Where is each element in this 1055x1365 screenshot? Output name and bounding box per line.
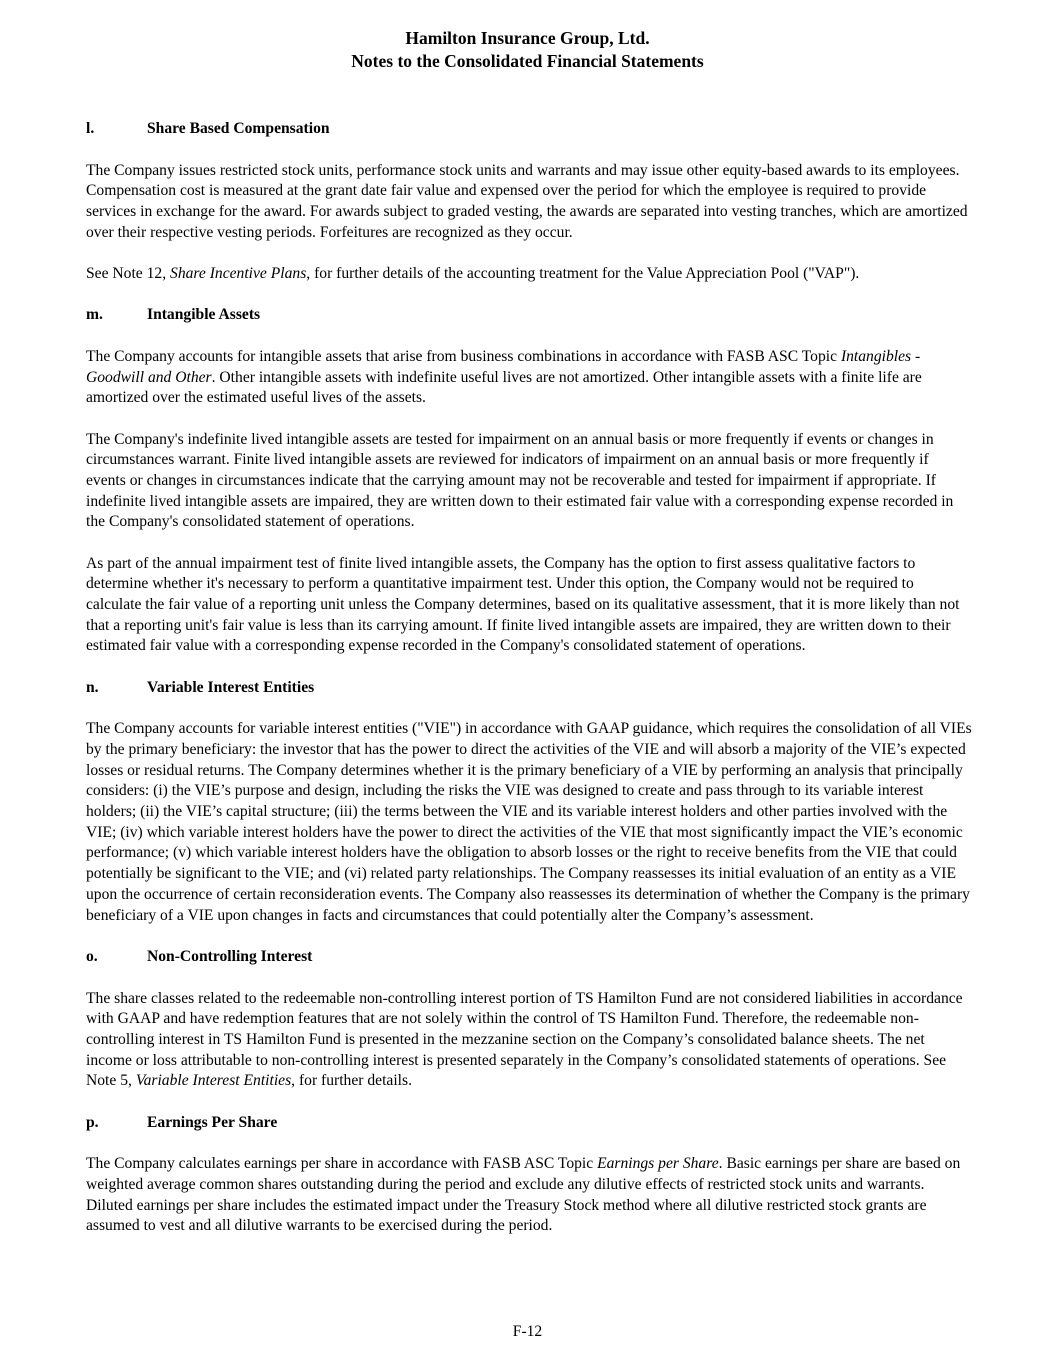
paragraph-text: . Basic earnings per share are based on weighted average common shares outstanding during the period and exclude any dilutive effects of restricted stock units and warrants. Diluted earnings per share includes the estimated impact under the Treasury Stock method where all dilutive restricted stock grants are assumed to vest and all dilutive warrants to be exercised during the period. [86,1155,961,1235]
paragraph-text: , for further details of the accounting treatment for the Value Appreciation Pool ("VAP"). [306,265,860,283]
section-heading [86,1113,972,1134]
page-number: F-12 [512,1323,543,1340]
note-section [86,119,972,285]
italic-reference: Variable Interest Entities [135,1072,292,1090]
section-title: Non-Controlling Interest [147,947,313,965]
paragraph-text: The Company calculates earnings per share in accordance with FASB ASC Topic [86,1155,598,1173]
document-subtitle: Notes to the Consolidated Financial Statements [351,51,704,71]
italic-reference: Share Incentive Plans [170,265,307,283]
note-section [86,305,972,657]
note-section [86,1113,972,1238]
notes-body [86,119,972,1258]
paragraph-text: The share classes related to the redeemable non-controlling interest portion of TS Hamilton Fund are not considered liabilities in accordance with GAAP and have redemption features that are not solely within the control of TS Hamilton Fund. Therefore, the redeemable non-controlling interest in TS Hamilton Fund is presented in the mezzanine section on the Company’s consolidated balance sheets. The net income or loss attributable to non-controlling interest is presented separately in the Company’s consolidated statements of operations. See Note 5, [86,989,963,1090]
section-letter: p. [86,1113,99,1131]
section-paragraph [86,554,972,658]
section-heading [86,119,972,140]
section-paragraph [86,264,972,285]
section-heading [86,947,972,968]
section-paragraph [86,989,972,1093]
section-paragraph [86,1154,972,1237]
section-title: Share Based Compensation [147,120,330,137]
paragraph-text: , for further details. [291,1072,412,1090]
paragraph-text: As part of the annual impairment test of finite lived intangible assets, the Company has the option to first assess qualitative factors to determine whether it's necessary to perform a quantitative impairment test. Under this option, the Company would not be required to calculate the fair value of a reporting unit unless the Company determines, based on its qualitative assessment, that it is more likely than not that a reporting unit's fair value is less than its carrying amount. If finite lived intangible assets are impaired, they are written down to their estimated fair value with a corresponding expense recorded in the Company's consolidated statement of operations. [86,554,960,655]
section-paragraph [86,430,972,534]
section-title: Intangible Assets [147,306,261,324]
italic-reference: Earnings per Share [597,1155,719,1173]
section-letter: m. [86,306,103,324]
note-section [86,947,972,1092]
section-title: Variable Interest Entities [147,678,315,696]
paragraph-text: The Company accounts for variable interest entities ("VIE") in accordance with GAAP guidance, which requires the consolidation of all VIEs by the primary beneficiary: the investor that has the power to direct the activities of the VIE and will absorb a majority of the VIE’s expected losses or residual returns. The Company determines whether it is the primary beneficiary of a VIE by performing an analysis that principally considers: (i) the VIE’s purpose and design, including the risks the VIE was designed to create and pass through to its variable interest holders; (ii) the VIE’s capital structure; (iii) the terms between the VIE and its variable interest holders and other parties involved with the VIE; (iv) which variable interest holders have the power to direct the activities of the VIE that most significantly impact the VIE’s economic performance; (v) which variable interest holders have the obligation to absorb losses or the right to receive benefits from the VIE that could potentially be significant to the VIE; and (vi) related party relationships. The Company reassesses its initial evaluation of an entity as a VIE upon the occurrence of certain reconsideration events. The Company also reassesses its determination of whether the Company is the primary beneficiary of a VIE upon changes in facts and circumstances that could potentially alter the Company’s assessment. [86,720,972,924]
paragraph-text: The Company accounts for intangible assets that arise from business combinations in accordance with FASB ASC Topic [86,347,841,365]
section-letter: l. [86,120,95,137]
section-letter: n. [86,678,99,696]
paragraph-text: The Company's indefinite lived intangible assets are tested for impairment on an annual basis or more frequently if events or changes in circumstances warrant. Finite lived intangible assets are reviewed for indicators of impairment on an annual basis or more frequently if events or changes in circumstances indicate that the carrying amount may not be recoverable and tested for impairment if appropriate. If indefinite lived intangible assets are impaired, they are written down to their estimated fair value with a corresponding expense recorded in the Company's consolidated statement of operations. [86,430,954,531]
section-heading [86,678,972,699]
section-heading [86,305,972,326]
note-section [86,678,972,927]
paragraph-text: See Note 12, [86,265,171,283]
section-letter: o. [86,947,98,965]
section-title: Earnings Per Share [147,1113,278,1131]
paragraph-text: . Other intangible assets with indefinite useful lives are not amortized. Other intangible assets with a finite life are amortized over the estimated useful lives of the assets. [86,368,922,407]
section-paragraph [86,161,972,244]
section-paragraph [86,347,972,409]
company-name: Hamilton Insurance Group, Ltd. [405,28,650,48]
paragraph-text: The Company issues restricted stock units, performance stock units and warrants and may issue other equity-based awards to its employees. Compensation cost is measured at the grant date fair value and expensed over the period for which the employee is required to provide services in exchange for the award. For awards subject to graded vesting, the awards are separated into vesting tranches, which are amortized over their respective vesting periods. Forfeitures are recognized as they occur. [86,161,968,241]
italic-reference: Intangibles - Goodwill and Other [86,347,921,386]
section-paragraph [86,719,972,926]
document-header [0,27,1055,73]
